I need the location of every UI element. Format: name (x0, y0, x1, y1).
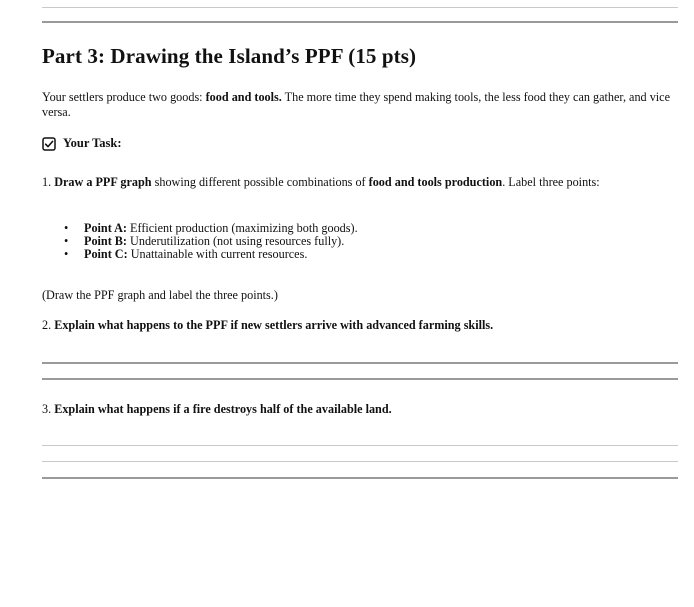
answer-line (42, 7, 678, 8)
point-list (64, 222, 358, 261)
bullet-icon: • (64, 221, 69, 235)
list-item: • Point C: Unattainable with current resources. (64, 247, 308, 261)
question-3: 3. Explain what happens if a fire destroys half of the available land. (42, 402, 392, 416)
list-item: • Point B: Underutilization (not using resources fully). (64, 234, 345, 248)
answer-line (42, 445, 678, 446)
section-title: Part 3: Drawing the Island’s PPF (15 pts) (42, 44, 417, 68)
list-item: • Point A: Efficient production (maximizing both goods). (64, 221, 358, 235)
task-heading (42, 136, 121, 151)
bullet-icon: • (64, 234, 69, 248)
question-2: 2. Explain what happens to the PPF if new settlers arrive with advanced farming skills. (42, 318, 494, 332)
answer-line (42, 461, 678, 462)
bullet-icon: • (64, 247, 69, 261)
checkbox-icon (42, 137, 56, 151)
answer-line (42, 378, 678, 380)
task-heading-label: Your Task: (63, 136, 122, 150)
question-1: 1. Draw a PPF graph showing different possible combinations of food and tools production. Label three points: (42, 175, 600, 189)
draw-instruction: (Draw the PPF graph and label the three points.) (42, 288, 278, 302)
goods-emphasis: food and tools. (205, 90, 282, 104)
intro-paragraph: Your settlers produce two goods: food and tools. The more time they spend making tools, the less food they can gather, and vice versa. (42, 90, 670, 119)
answer-line (42, 21, 678, 23)
answer-line (42, 362, 678, 364)
answer-line (42, 477, 678, 479)
